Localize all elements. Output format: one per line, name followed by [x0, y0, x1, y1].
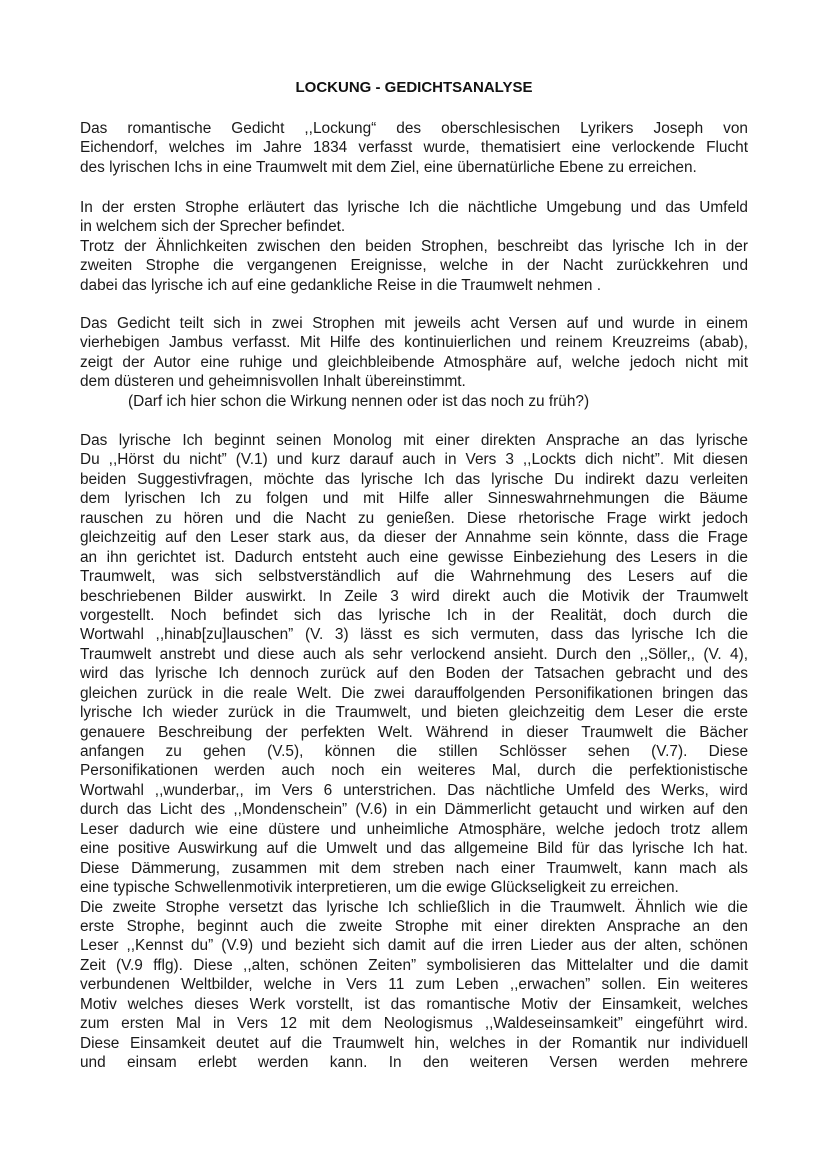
paragraph-analysis: [80, 431, 748, 1072]
text-line: Traumwelt, was sich selbstverständlich auf die Wahrnehmung des Lesers auf die: [80, 568, 748, 586]
text-line: Diese Dämmerung, zusammen mit dem streben nach einer Traumwelt, kann mach als: [80, 859, 748, 877]
text-line: zum ersten Mal in Vers 12 mit dem Neologismus ,,Waldeseinsamkeit” eingeführt wird.: [80, 1015, 748, 1033]
paragraph-form: [80, 314, 748, 411]
text-line: beiden Suggestivfragen, möchte das lyrische Ich das lyrische Du indirekt dazu verleiten: [80, 470, 748, 488]
text-line: rauschen zu hören und die Nacht zu genießen. Diese rhetorische Frage wirkt jedoch: [80, 509, 748, 527]
text-line: In der ersten Strophe erläutert das lyrische Ich die nächtliche Umgebung und das Umfeld: [80, 199, 748, 216]
text-line: Das Gedicht teilt sich in zwei Strophen mit jeweils acht Versen auf und wurde in einem: [80, 315, 748, 332]
text-line: und einsam erlebt werden kann. In den weiteren Versen werden mehrere: [80, 1054, 748, 1071]
text-line: Leser dadurch wie eine düstere und unheimliche Atmosphäre, welche jedoch trotz allem: [80, 820, 748, 838]
text-line: Du ,,Hörst du nicht” (V.1) und kurz darauf auch in Vers 3 ,,Lockts dich nicht”. Mit diesen: [80, 451, 748, 469]
text-line: erste Strophe, beginnt auch die zweite Strophe mit einer direkten Ansprache an den: [80, 917, 748, 935]
text-line: Wortwahl ,,hinab[zu]lauschen” (V. 3) lässt es sich vermuten, dass das lyrische Ich die: [80, 626, 748, 644]
text-line: beschriebenen Bilder auswirkt. In Zeile 3 wird direkt auch die Motivik der Traumwelt: [80, 587, 748, 605]
text-line: dem düsteren und geheimnisvollen Inhalt übereinstimmt.: [80, 373, 466, 391]
text-line: an ihn gerichtet ist. Dadurch entsteht auch eine gewisse Einbeziehung des Lesers in die: [80, 548, 748, 566]
text-line: Traumwelt anstrebt und diese auch als sehr verlockend ansieht. Durch den ,,Söller,, (V. 4),: [80, 645, 748, 663]
text-line: eine positive Auswirkung auf die Umwelt und das allgemeine Bild für das lyrische Ich hat.: [80, 840, 748, 858]
text-line: Diese Einsamkeit deutet auf die Traumwelt hin, welches in der Romantik nur individuell: [80, 1034, 748, 1052]
text-line: wird das lyrische Ich dennoch zurück auf den Boden der Tatsachen gebracht und des: [80, 665, 748, 683]
text-line: dem lyrischen Ich zu folgen und mit Hilfe aller Sinneswahrnehmungen die Bäume: [80, 490, 748, 508]
text-line: Eichendorf, welches im Jahre 1834 verfasst wurde, thematisiert eine verlockende Flucht: [80, 139, 748, 157]
question-note: (Darf ich hier schon die Wirkung nennen oder ist das noch zu früh?): [128, 392, 590, 410]
text-line: gleichen zurück in die reale Welt. Die zwei darauffolgenden Personifikationen bringen das: [80, 684, 748, 702]
text-line: Wortwahl ,,wunderbar,, im Vers 6 unterstrichen. Das nächtliche Umfeld des Werks, wird: [80, 781, 748, 799]
text-line: Trotz der Ähnlichkeiten zwischen den beiden Strophen, beschreibt das lyrische Ich in der: [80, 237, 748, 255]
text-line: verbundenen Weltbilder, welche in Vers 11 zum Leben ,,erwachen” sollen. Ein weiteres: [80, 976, 748, 994]
paragraph-intro: [80, 119, 748, 177]
text-line: in welchem sich der Sprecher befindet.: [80, 218, 346, 236]
text-line: vierhebigen Jambus verfasst. Mit Hilfe des kontinuierlichen und reinem Kreuzreims (abab),: [80, 334, 748, 352]
text-line: Personifikationen werden auch noch ein weiteres Mal, durch die perfektionistische: [80, 762, 748, 780]
text-line: zeigt der Autor eine ruhige und gleichbleibende Atmosphäre auf, welche jedoch nicht mit: [80, 353, 748, 371]
text-line: Zeit (V.9 fflg). Diese ,,alten, schönen Zeiten” symbolisieren das Mittelalter und die damit: [80, 956, 748, 974]
text-line: Das lyrische Ich beginnt seinen Monolog mit einer direkten Ansprache an das lyrische: [80, 432, 748, 449]
text-line: des lyrischen Ichs in eine Traumwelt mit dem Ziel, eine übernatürliche Ebene zu erreichen.: [80, 158, 697, 176]
text-line: vorgestellt. Noch befindet sich das lyrische Ich in der Realität, doch durch die: [80, 606, 748, 624]
text-line: Das romantische Gedicht ,,Lockung“ des oberschlesischen Lyrikers Joseph von: [80, 120, 748, 137]
paragraph-strophes-overview: [80, 198, 748, 295]
text-line: anfangen zu gehen (V.5), können die stillen Schlösser sehen (V.7). Diese: [80, 743, 748, 760]
text-line: durch das Licht des ,,Mondenschein” (V.6) in ein Dämmerlicht getaucht und wirken auf den: [80, 801, 748, 819]
text-line: eine typische Schwellenmotivik interpretieren, um die ewige Glückseligkeit zu erreichen.: [80, 879, 679, 897]
text-line: genauere Beschreibung der perfekten Welt. Während in dieser Traumwelt die Bächer: [80, 723, 748, 741]
text-line: zweiten Strophe die vergangenen Ereignisse, welche in der Nacht zurückkehren und: [80, 257, 748, 275]
text-line: lyrische Ich wieder zurück in die Traumwelt, und bieten gleichzeitig dem Leser die erste: [80, 704, 748, 722]
text-line: dabei das lyrische ich auf eine gedankliche Reise in die Traumwelt nehmen .: [80, 276, 602, 294]
text-line: Die zweite Strophe versetzt das lyrische Ich schließlich in die Traumwelt. Ähnlich wie die: [80, 898, 748, 916]
text-line: Leser ,,Kennst du” (V.9) und bezieht sich damit auf die irren Lieder aus der alten, schönen: [80, 937, 748, 955]
document-title: LOCKUNG - GEDICHTSANALYSE: [295, 79, 533, 96]
text-line: Motiv welches dieses Werk vorstellt, ist das romantische Motiv der Einsamkeit, welches: [80, 995, 748, 1013]
text-line: gleichzeitig auf den Leser stark aus, da dieser der Annahme sein könnte, dass die Frage: [80, 529, 748, 547]
